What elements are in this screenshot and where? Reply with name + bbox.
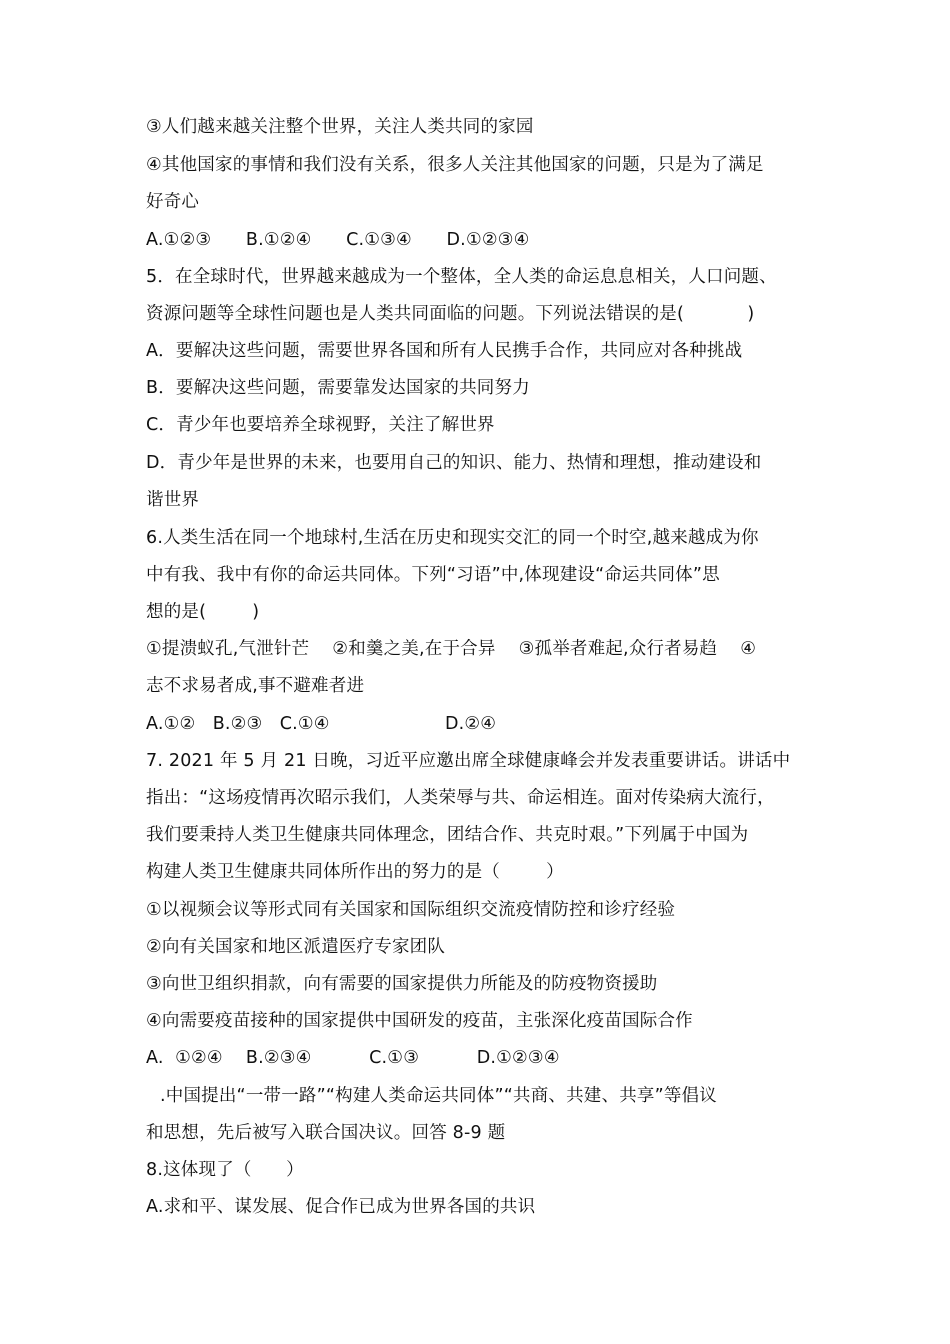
text-line: A．要解决这些问题，需要世界各国和所有人民携手合作，共同应对各种挑战	[146, 341, 743, 361]
text-line: A.①② B.②③ C.①④ D.②④	[146, 714, 497, 734]
text-line: C．青少年也要培养全球视野，关注了解世界	[146, 415, 495, 435]
text-line: 构建人类卫生健康共同体所作出的努力的是（ ）	[146, 862, 564, 882]
text-line: 5．在全球时代，世界越来越成为一个整体，全人类的命运息息相关，人口问题、	[146, 267, 777, 287]
text-line: 想的是( )	[146, 602, 260, 622]
text-line: A. ①②④ B.②③④ C.①③ D.①②③④	[146, 1048, 560, 1068]
text-line: 我们要秉持人类卫生健康共同体理念，团结合作、共克时艰。”下列属于中国为	[146, 825, 749, 845]
text-line: D．青少年是世界的未来，也要用自己的知识、能力、热情和理想，推动建设和	[146, 453, 762, 473]
text-line: 7. 2021 年 5 月 21 日晚，习近平应邀出席全球健康峰会并发表重要讲话。讲话中	[146, 751, 791, 771]
text-line: ④其他国家的事情和我们没有关系，很多人关注其他国家的问题，只是为了满足	[146, 155, 764, 175]
text-line: 谐世界	[146, 490, 200, 510]
text-line: ③人们越来越关注整个世界，关注人类共同的家园	[146, 117, 534, 137]
text-line: ①以视频会议等形式同有关国家和国际组织交流疫情防控和诊疗经验	[146, 900, 676, 920]
text-line: ③向世卫组织捐款，向有需要的国家提供力所能及的防疫物资援助	[146, 974, 658, 994]
text-line: 中有我、我中有你的命运共同体。下列“习语”中,体现建设“命运共同体”思	[146, 565, 720, 585]
text-line: A.求和平、谋发展、促合作已成为世界各国的共识	[146, 1197, 536, 1217]
text-line: 6.人类生活在同一个地球村,生活在历史和现实交汇的同一个时空,越来越成为你	[146, 528, 759, 548]
text-line: ②向有关国家和地区派遣医疗专家团队	[146, 937, 446, 957]
text-line: A.①②③ B.①②④ C.①③④ D.①②③④	[146, 230, 530, 250]
text-line: ①提溃蚁孔,气泄针芒 ②和羹之美,在于合异 ③孤举者难起,众行者易趋 ④	[146, 639, 757, 659]
text-line: 志不求易者成,事不避难者进	[146, 676, 365, 696]
text-line: 8.这体现了（ ）	[146, 1160, 304, 1180]
text-line: 和思想，先后被写入联合国决议。回答 8-9 题	[146, 1123, 506, 1143]
text-line: 好奇心	[146, 192, 200, 212]
text-line: .中国提出“一带一路”“构建人类命运共同体”“共商、共建、共享”等倡议	[160, 1086, 717, 1106]
text-line: ④向需要疫苗接种的国家提供中国研发的疫苗，主张深化疫苗国际合作	[146, 1011, 693, 1031]
text-line: B．要解决这些问题，需要靠发达国家的共同努力	[146, 378, 530, 398]
text-line: 资源问题等全球性问题也是人类共同面临的问题。下列说法错误的是( )	[146, 304, 755, 324]
text-line: 指出：“这场疫情再次昭示我们，人类荣辱与共、命运相连。面对传染病大流行，	[146, 788, 775, 808]
